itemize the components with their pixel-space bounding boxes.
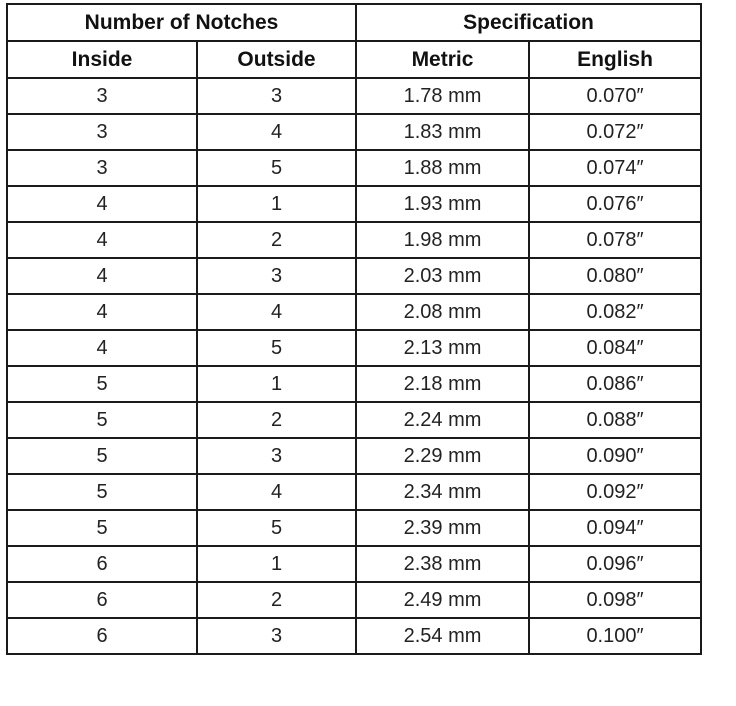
cell-outside: 4 bbox=[197, 294, 356, 330]
cell-outside: 2 bbox=[197, 582, 356, 618]
cell-metric: 1.93 mm bbox=[356, 186, 529, 222]
table-row bbox=[7, 510, 701, 546]
cell-english: 0.076″ bbox=[529, 186, 701, 222]
cell-english: 0.084″ bbox=[529, 330, 701, 366]
header-english: English bbox=[529, 41, 701, 78]
header-column-row bbox=[7, 41, 701, 78]
cell-inside: 4 bbox=[7, 330, 197, 366]
cell-metric: 2.54 mm bbox=[356, 618, 529, 654]
cell-metric: 2.49 mm bbox=[356, 582, 529, 618]
cell-outside: 1 bbox=[197, 366, 356, 402]
cell-metric: 2.18 mm bbox=[356, 366, 529, 402]
cell-english: 0.088″ bbox=[529, 402, 701, 438]
cell-outside: 2 bbox=[197, 222, 356, 258]
cell-metric: 2.08 mm bbox=[356, 294, 529, 330]
cell-inside: 5 bbox=[7, 402, 197, 438]
cell-english: 0.100″ bbox=[529, 618, 701, 654]
cell-outside: 5 bbox=[197, 510, 356, 546]
cell-metric: 2.13 mm bbox=[356, 330, 529, 366]
table-row bbox=[7, 330, 701, 366]
table-row bbox=[7, 150, 701, 186]
cell-inside: 3 bbox=[7, 150, 197, 186]
cell-outside: 5 bbox=[197, 150, 356, 186]
cell-outside: 4 bbox=[197, 474, 356, 510]
header-metric: Metric bbox=[356, 41, 529, 78]
cell-outside: 5 bbox=[197, 330, 356, 366]
cell-metric: 2.29 mm bbox=[356, 438, 529, 474]
cell-metric: 2.24 mm bbox=[356, 402, 529, 438]
table-row bbox=[7, 114, 701, 150]
cell-inside: 6 bbox=[7, 618, 197, 654]
cell-metric: 1.98 mm bbox=[356, 222, 529, 258]
table-body bbox=[7, 78, 701, 654]
cell-english: 0.074″ bbox=[529, 150, 701, 186]
cell-inside: 6 bbox=[7, 582, 197, 618]
table-row bbox=[7, 258, 701, 294]
cell-english: 0.098″ bbox=[529, 582, 701, 618]
cell-outside: 3 bbox=[197, 618, 356, 654]
header-specification: Specification bbox=[356, 4, 701, 41]
cell-inside: 5 bbox=[7, 366, 197, 402]
table-row bbox=[7, 222, 701, 258]
cell-inside: 3 bbox=[7, 78, 197, 114]
cell-inside: 4 bbox=[7, 222, 197, 258]
cell-metric: 2.03 mm bbox=[356, 258, 529, 294]
cell-metric: 1.83 mm bbox=[356, 114, 529, 150]
header-inside: Inside bbox=[7, 41, 197, 78]
cell-english: 0.078″ bbox=[529, 222, 701, 258]
cell-inside: 3 bbox=[7, 114, 197, 150]
cell-english: 0.090″ bbox=[529, 438, 701, 474]
cell-english: 0.092″ bbox=[529, 474, 701, 510]
cell-metric: 2.38 mm bbox=[356, 546, 529, 582]
cell-inside: 4 bbox=[7, 294, 197, 330]
cell-outside: 3 bbox=[197, 438, 356, 474]
cell-english: 0.080″ bbox=[529, 258, 701, 294]
table-row bbox=[7, 186, 701, 222]
table-row bbox=[7, 294, 701, 330]
cell-inside: 6 bbox=[7, 546, 197, 582]
table-row bbox=[7, 618, 701, 654]
cell-inside: 5 bbox=[7, 474, 197, 510]
cell-english: 0.082″ bbox=[529, 294, 701, 330]
cell-outside: 1 bbox=[197, 186, 356, 222]
table-row bbox=[7, 474, 701, 510]
header-number-of-notches: Number of Notches bbox=[7, 4, 356, 41]
table-row bbox=[7, 78, 701, 114]
table-row bbox=[7, 582, 701, 618]
cell-metric: 1.78 mm bbox=[356, 78, 529, 114]
header-outside: Outside bbox=[197, 41, 356, 78]
cell-english: 0.094″ bbox=[529, 510, 701, 546]
cell-metric: 2.34 mm bbox=[356, 474, 529, 510]
specification-table bbox=[6, 3, 702, 655]
cell-english: 0.086″ bbox=[529, 366, 701, 402]
cell-inside: 4 bbox=[7, 258, 197, 294]
table-row bbox=[7, 438, 701, 474]
cell-outside: 2 bbox=[197, 402, 356, 438]
header-group-row bbox=[7, 4, 701, 41]
table-row bbox=[7, 402, 701, 438]
cell-metric: 2.39 mm bbox=[356, 510, 529, 546]
cell-inside: 4 bbox=[7, 186, 197, 222]
cell-outside: 1 bbox=[197, 546, 356, 582]
cell-english: 0.070″ bbox=[529, 78, 701, 114]
cell-outside: 4 bbox=[197, 114, 356, 150]
cell-outside: 3 bbox=[197, 258, 356, 294]
table-header bbox=[7, 4, 701, 78]
table-row bbox=[7, 546, 701, 582]
cell-english: 0.072″ bbox=[529, 114, 701, 150]
cell-metric: 1.88 mm bbox=[356, 150, 529, 186]
cell-inside: 5 bbox=[7, 438, 197, 474]
cell-outside: 3 bbox=[197, 78, 356, 114]
table-row bbox=[7, 366, 701, 402]
cell-inside: 5 bbox=[7, 510, 197, 546]
cell-english: 0.096″ bbox=[529, 546, 701, 582]
